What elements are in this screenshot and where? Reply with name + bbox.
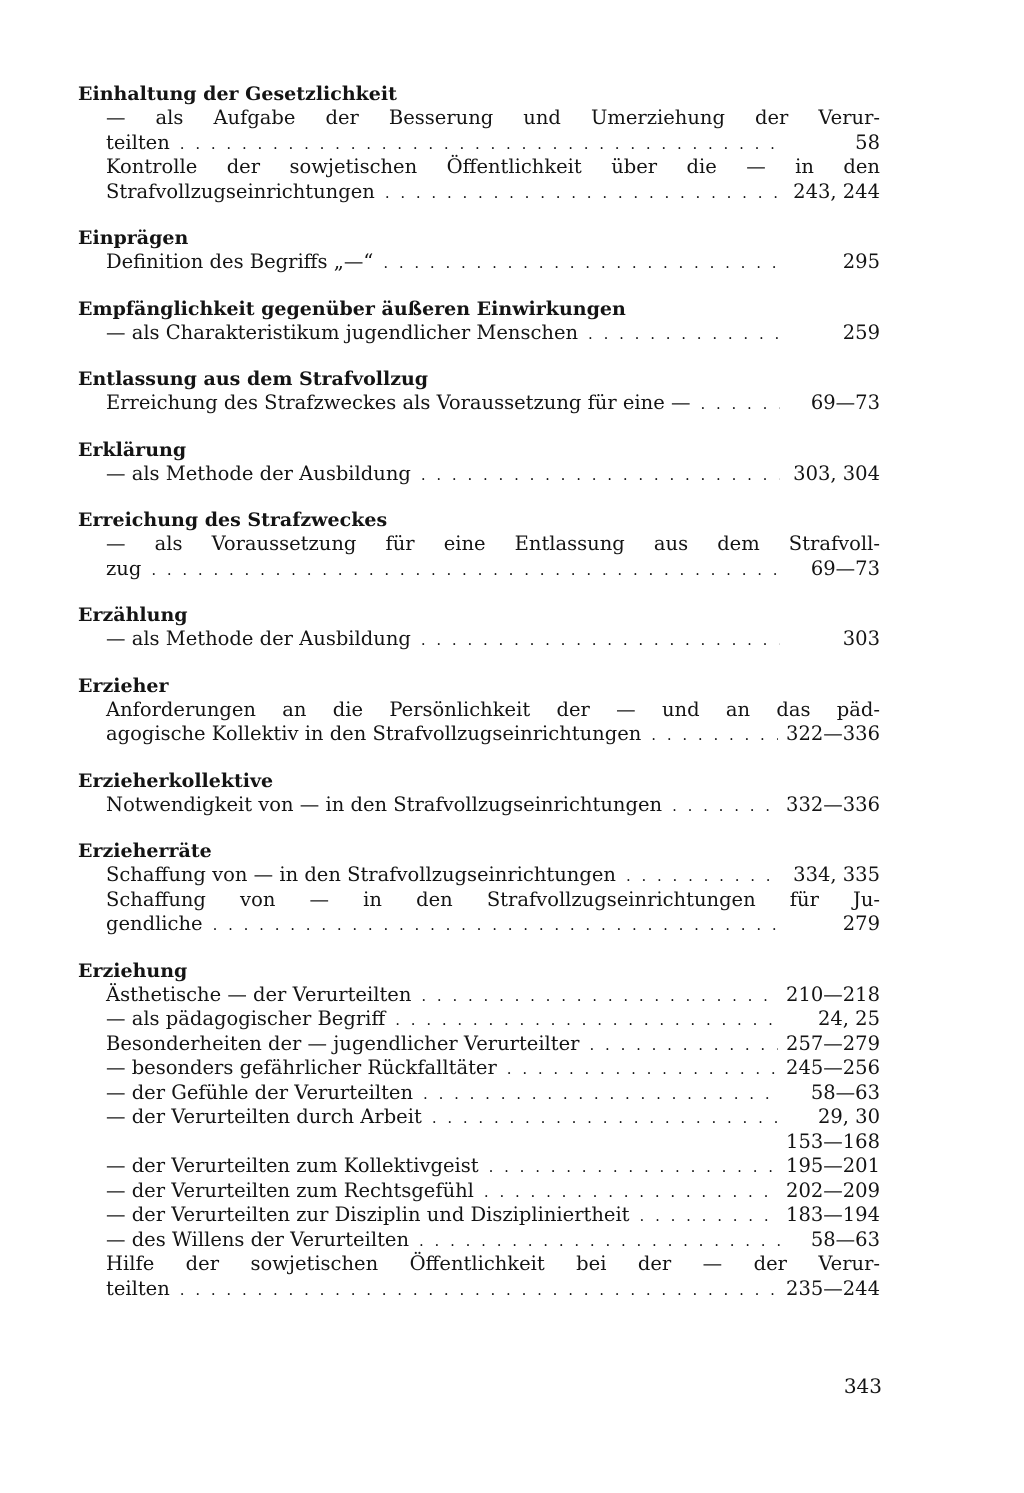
entry-text: Definition des Begriffs „—“ — [106, 250, 374, 273]
entry-line — [106, 1130, 880, 1155]
leader-dots — [385, 181, 780, 206]
entry-text: — des Willens der Verurteilten — [106, 1227, 410, 1251]
entry-line — [106, 462, 880, 487]
leader-dots — [421, 463, 780, 488]
leader-dots — [395, 1008, 780, 1033]
page-ref: 235—244 — [786, 1276, 880, 1300]
index-heading: Erzieherräte — [78, 840, 212, 862]
page-ref: 69—73 — [810, 556, 880, 580]
page-ref: 58—63 — [810, 1080, 880, 1104]
entry-text: gendliche — [106, 912, 203, 935]
entry-line — [106, 1277, 880, 1302]
page-ref: 210—218 — [786, 982, 880, 1006]
leader-dots — [484, 1180, 778, 1205]
index-heading: Erzieherkollektive — [78, 769, 274, 792]
leader-dots — [180, 1278, 778, 1303]
index-entry — [78, 983, 880, 1008]
entry-text: Strafvollzugseinrichtungen — [106, 179, 375, 203]
index-section — [78, 674, 880, 747]
entry-line — [106, 698, 880, 723]
leader-dots — [700, 392, 780, 417]
index-section — [78, 297, 880, 346]
entry-line — [106, 1203, 880, 1228]
entry-line — [106, 155, 880, 180]
entry-line — [106, 627, 880, 652]
index-heading: Einhaltung der Gesetzlichkeit — [78, 83, 397, 105]
index-heading: Entlassung aus dem Strafvollzug — [78, 368, 429, 390]
entry-line — [106, 557, 880, 582]
index-entry — [78, 1056, 880, 1081]
index-entry — [78, 793, 880, 818]
entry-text: Anforderungen an die Persönlichkeit der — und an das päd- — [106, 697, 880, 721]
entry-text: — der Gefühle der Verurteilten — [106, 1080, 414, 1104]
entry-text: — der Verurteilten zum Rechtsgefühl — [106, 1178, 474, 1202]
leader-dots — [507, 1057, 778, 1082]
entry-line — [106, 1056, 880, 1081]
entry-line — [106, 180, 880, 205]
entry-line — [106, 391, 880, 416]
page-ref: 303 — [842, 627, 880, 650]
entry-line — [106, 131, 880, 156]
leader-dots — [180, 132, 780, 157]
leader-dots — [640, 1204, 779, 1229]
entry-text: — als Methode der Ausbildung — [106, 461, 411, 485]
index-section — [78, 508, 880, 581]
entry-line — [106, 1081, 880, 1106]
entry-text: teilten — [106, 130, 170, 154]
leader-dots — [421, 984, 778, 1009]
page-ref: 58 — [855, 130, 880, 154]
leader-dots — [419, 1229, 780, 1254]
entry-text: — der Verurteilten zum Kollektivgeist — [106, 1154, 479, 1177]
index-entry — [78, 250, 880, 275]
page-ref: 58—63 — [810, 1227, 880, 1251]
entry-line — [106, 250, 880, 275]
entry-text: — der Verurteilten zur Disziplin und Diszipliniertheit — [106, 1203, 630, 1226]
leader-dots — [626, 864, 780, 889]
index-heading: Erzieher — [78, 674, 169, 697]
page-ref: 202—209 — [786, 1178, 880, 1202]
entry-text: — als pädagogischer Begriff — [106, 1007, 386, 1030]
entry-text: Kontrolle der sowjetischen Öffentlichkeit über die — in den — [106, 155, 880, 178]
index-heading: Einprägen — [78, 227, 189, 249]
index-heading: Erreichung des Strafzweckes — [78, 509, 388, 531]
entry-line — [106, 1105, 880, 1130]
index-entry — [78, 155, 880, 204]
entry-text: — der Verurteilten durch Arbeit — [106, 1105, 422, 1128]
entry-text: Notwendigkeit von — in den Strafvollzugseinrichtungen — [106, 792, 663, 816]
page-ref: 334, 335 — [793, 863, 880, 886]
entry-line — [106, 106, 880, 131]
entry-line — [106, 912, 880, 937]
entry-text: Schaffung von — in den Strafvollzugseinrichtungen für Ju- — [106, 887, 880, 911]
entry-text: Schaffung von — in den Strafvollzugseinrichtungen — [106, 863, 616, 886]
leader-dots — [383, 251, 780, 276]
index-entry — [78, 321, 880, 346]
page-ref: 303, 304 — [793, 461, 880, 485]
page-ref: 24, 25 — [817, 1007, 880, 1030]
index-section — [78, 959, 880, 1302]
leader-dots — [651, 723, 778, 748]
page-ref: 153—168 — [786, 1129, 880, 1153]
page-ref: 195—201 — [786, 1154, 880, 1177]
entry-text: — als Charakteristikum jugendlicher Menschen — [106, 320, 579, 344]
index-entry — [78, 698, 880, 747]
leader-dots — [432, 1106, 780, 1131]
index-heading: Erzählung — [78, 604, 188, 626]
page-ref: 259 — [842, 320, 880, 344]
entry-text: Besonderheiten der — jugendlicher Verurteilter — [106, 1031, 580, 1055]
entry-line — [106, 1154, 880, 1179]
index-heading: Erklärung — [78, 438, 187, 461]
index-entry — [78, 532, 880, 581]
page-ref: 243, 244 — [793, 179, 880, 203]
entry-line — [106, 1228, 880, 1253]
leader-dots — [423, 1082, 780, 1107]
index-entry — [78, 627, 880, 652]
page-ref: 183—194 — [786, 1203, 880, 1226]
entry-line — [106, 1252, 880, 1277]
index-entry — [78, 391, 880, 416]
page-ref: 257—279 — [786, 1031, 880, 1055]
index-entry — [78, 106, 880, 155]
entry-text: — als Aufgabe der Besserung und Umerziehung der Verur- — [106, 106, 880, 129]
leader-dots — [672, 794, 778, 819]
entry-line — [106, 863, 880, 888]
page-number: 343 — [843, 1374, 882, 1398]
index-entry — [78, 1007, 880, 1032]
entry-text: agogische Kollektiv in den Strafvollzugseinrichtungen — [106, 722, 642, 745]
index-entry — [78, 1105, 880, 1154]
entry-line — [106, 793, 880, 818]
index-section — [78, 82, 880, 204]
index-entry — [78, 462, 880, 487]
index-entry — [78, 1228, 880, 1253]
page-ref: 322—336 — [786, 722, 880, 745]
index-entry — [78, 1081, 880, 1106]
index-entry — [78, 1203, 880, 1228]
entry-line — [106, 532, 880, 557]
page-ref: 69—73 — [810, 391, 880, 414]
index-page — [78, 82, 880, 1323]
index-section — [78, 226, 880, 275]
leader-dots — [213, 913, 780, 938]
entry-line — [106, 1179, 880, 1204]
entry-text: Erreichung des Strafzweckes als Voraussetzung für eine — — [106, 391, 691, 414]
page-ref: 29, 30 — [817, 1105, 880, 1128]
index-section — [78, 603, 880, 652]
index-entry — [78, 1032, 880, 1057]
entry-text: — als Methode der Ausbildung — [106, 627, 411, 650]
index-heading: Erziehung — [78, 959, 188, 982]
leader-dots — [590, 1033, 779, 1058]
page-ref: 279 — [842, 912, 880, 935]
entry-text: Ästhetische — der Verurteilten — [106, 982, 412, 1006]
index-entry — [78, 1154, 880, 1179]
entry-text: Hilfe der sowjetischen Öffentlichkeit bei der — der Verur- — [106, 1252, 880, 1275]
page-ref: 295 — [842, 250, 880, 273]
entry-line — [106, 321, 880, 346]
index-entry — [78, 888, 880, 937]
index-heading: Empfänglichkeit gegenüber äußeren Einwirkungen — [78, 297, 626, 320]
index-entry — [78, 863, 880, 888]
entry-line — [106, 722, 880, 747]
entry-text: — als Voraussetzung für eine Entlassung aus dem Strafvoll- — [106, 532, 880, 555]
leader-dots — [489, 1155, 778, 1180]
leader-dots — [588, 322, 780, 347]
entry-text: zug — [106, 556, 142, 580]
entry-line — [106, 983, 880, 1008]
index-section — [78, 839, 880, 937]
leader-dots — [151, 558, 780, 583]
index-entry — [78, 1252, 880, 1301]
entry-text: — besonders gefährlicher Rückfalltäter — [106, 1056, 497, 1079]
index-entry — [78, 1179, 880, 1204]
entry-line — [106, 888, 880, 913]
entry-line — [106, 1007, 880, 1032]
leader-dots — [421, 628, 780, 653]
entry-line — [106, 1032, 880, 1057]
page-ref: 245—256 — [786, 1056, 880, 1079]
page-ref: 332—336 — [786, 792, 880, 816]
index-section — [78, 438, 880, 487]
index-section — [78, 769, 880, 818]
index-section — [78, 367, 880, 416]
entry-text: teilten — [106, 1276, 170, 1300]
